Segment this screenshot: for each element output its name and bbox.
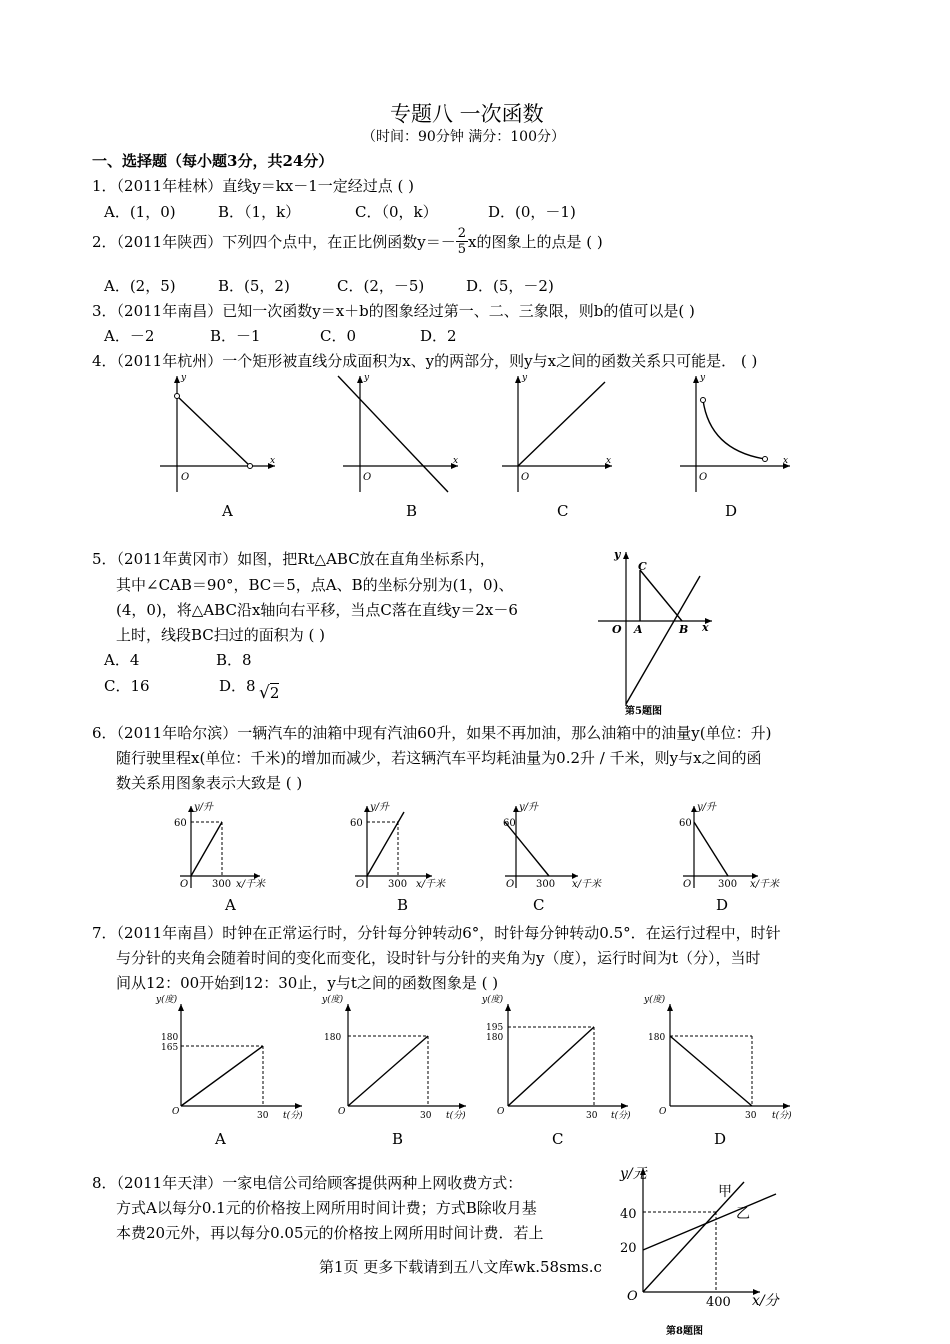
- q7-a-tick-165: 165: [161, 1043, 179, 1053]
- q7-c-ylabel: y(度): [482, 995, 504, 1005]
- q5-fig-x: x: [702, 621, 709, 634]
- q6-b-ytick: 60: [350, 818, 363, 829]
- q7-c-origin: O: [497, 1107, 505, 1117]
- q7-line1: 7．（2011年南昌）时钟在正常运行时，分针每分钟转动6°，时针每分钟转动0.5°．在运行过程中，时针: [92, 924, 781, 942]
- q5-line4: 上时，线段BC扫过的面积为 ( ): [116, 626, 326, 644]
- q7-label-a: A: [215, 1130, 226, 1148]
- q5-fig-a: A: [634, 623, 643, 636]
- q6-d-xtick: 300: [718, 879, 738, 890]
- q6-a-xtick: 300: [212, 879, 232, 890]
- q6-c-ytick: 60: [503, 818, 516, 829]
- q3-option-d: D．2: [420, 327, 457, 345]
- q6-a-ytick: 60: [174, 818, 187, 829]
- q3-stem: 3．（2011年南昌）已知一次函数y＝x＋b的图象经过第一、二、三象限，则b的值可以是( ): [92, 302, 695, 320]
- q6-b-ylabel: y/升: [370, 802, 390, 813]
- q4-b-origin: O: [363, 472, 372, 483]
- q8-line3: 本费20元外，再以每分0.05元的价格按上网所用时间计费．若上: [116, 1224, 544, 1242]
- q6-label-d: D: [716, 896, 729, 914]
- q7-label-d: D: [714, 1130, 727, 1148]
- q6-label-a: A: [225, 896, 236, 914]
- q4-label-c: C: [557, 502, 569, 520]
- q6-b-xlabel: x/千米: [416, 879, 446, 890]
- q4-d-origin: O: [699, 472, 708, 483]
- q6-d-ylabel: y/升: [697, 802, 717, 813]
- q6-line2: 随行驶里程x(单位：千米)的增加而减少，若这辆汽车平均耗油量为0.2升 / 千米，则y与x之间的函: [116, 749, 762, 767]
- q6-c-ylabel: y/升: [519, 802, 539, 813]
- q6-line3: 数关系用图象表示大致是 ( ): [116, 774, 303, 792]
- q7-b-tick-180: 180: [324, 1033, 342, 1043]
- q8-fig-ylabel: y/元: [620, 1166, 647, 1182]
- q4-d-xlabel: x: [783, 456, 789, 466]
- q5-option-a: A．4: [104, 651, 140, 669]
- q8-fig-x400: 400: [706, 1295, 731, 1310]
- q8-line2: 方式A以每分0.1元的价格按上网所用时间计费；方式B除收月基: [116, 1199, 537, 1217]
- q7-b-xlabel: t(分): [446, 1111, 466, 1121]
- q7-d-tick-180: 180: [648, 1033, 666, 1043]
- q6-d-xlabel: x/千米: [750, 879, 780, 890]
- q4-c-ylabel: y: [522, 373, 528, 383]
- q5-line1: 5．（2011年黄冈市）如图，把Rt△ABC放在直角坐标系内，: [92, 550, 495, 568]
- q1-stem: 1．（2011年桂林）直线y＝kx－1一定经过点 ( ): [92, 177, 415, 195]
- q5-fig-caption: 第5题图: [625, 706, 662, 717]
- q5-line2: 其中∠CAB＝90°，BC＝5，点A、B的坐标分别为(1，0)、: [116, 576, 514, 594]
- q7-d-ylabel: y(度): [644, 995, 666, 1005]
- q3-option-a: A．－2: [104, 327, 155, 345]
- q4-c-xlabel: x: [606, 456, 612, 466]
- q2-option-a: A．(2，5): [104, 277, 176, 295]
- q8-fig-jia: 甲: [718, 1184, 732, 1200]
- q6-label-c: C: [533, 896, 545, 914]
- q7-line2: 与分针的夹角会随着时间的变化而变化，设时针与分针的夹角为y（度），运行时间为t（分），当时: [116, 949, 761, 967]
- q5-fig-b: B: [679, 623, 689, 636]
- q6-label-b: B: [397, 896, 409, 914]
- q5-fig-y: y: [614, 548, 621, 561]
- q5-line3: (4，0)，将△ABC沿x轴向右平移，当点C落在直线y＝2x－6: [116, 601, 518, 619]
- q4-label-b: B: [406, 502, 418, 520]
- q4-b-xlabel: x: [453, 456, 459, 466]
- q7-d-xlabel: t(分): [772, 1111, 792, 1121]
- q8-line1: 8．（2011年天津）一家电信公司给顾客提供两种上网收费方式：: [92, 1174, 523, 1192]
- q6-line1: 6．（2011年哈尔滨）一辆汽车的油箱中现有汽油60升，如果不再加油，那么油箱中的油量y(单位：升): [92, 724, 772, 742]
- section-heading: 一、选择题（每小题3分，共24分）: [92, 152, 334, 170]
- q1-option-b: B．（1，k）: [218, 203, 301, 221]
- q2-option-c: C．(2，－5): [337, 277, 425, 295]
- q4-b-ylabel: y: [364, 373, 370, 383]
- q1-option-d: D．(0，－1): [488, 203, 576, 221]
- page-footer: 第1页 更多下载请到五八文库wk.58sms.c: [319, 1258, 602, 1276]
- q2-stem-pre: 2．（2011年陕西）下列四个点中，在正比例函数y＝－: [92, 233, 456, 251]
- q7-c-xlabel: t(分): [611, 1111, 631, 1121]
- q6-b-xtick: 300: [388, 879, 408, 890]
- q7-a-ylabel: y(度): [156, 995, 178, 1005]
- q7-a-xlabel: t(分): [283, 1111, 303, 1121]
- q5-option-d-radicand: 2: [269, 684, 280, 702]
- q2-option-b: B．(5，2): [218, 277, 290, 295]
- q7-c-xtick: 30: [586, 1111, 598, 1121]
- q4-a-origin: O: [181, 472, 190, 483]
- q6-d-origin: O: [683, 879, 692, 890]
- q7-label-b: B: [392, 1130, 404, 1148]
- q5-option-d-text: D．8: [219, 677, 256, 695]
- q4-d-ylabel: y: [700, 373, 706, 383]
- q2-frac-num: 2: [457, 226, 466, 241]
- q1-option-a: A．(1，0): [104, 203, 176, 221]
- page-subtitle: （时间：90分钟 满分：100分）: [362, 129, 565, 145]
- q5-option-c: C．16: [104, 677, 150, 695]
- q6-c-xtick: 300: [536, 879, 556, 890]
- q3-option-c: C．0: [320, 327, 357, 345]
- q7-label-c: C: [552, 1130, 564, 1148]
- q6-a-xlabel: x/千米: [236, 879, 266, 890]
- q4-a-ylabel: y: [181, 373, 187, 383]
- q6-d-ytick: 60: [679, 818, 692, 829]
- q6-b-origin: O: [356, 879, 365, 890]
- q4-label-a: A: [222, 502, 233, 520]
- q8-fig-caption: 第8题图: [666, 1326, 703, 1337]
- q7-line3: 间从12：00开始到12：30止，y与t之间的函数图象是 ( ): [116, 974, 499, 992]
- q8-fig-origin: O: [627, 1289, 638, 1304]
- q7-b-origin: O: [338, 1107, 346, 1117]
- q6-a-origin: O: [180, 879, 189, 890]
- q6-c-origin: O: [506, 879, 515, 890]
- q2-frac-den: 5: [457, 242, 466, 257]
- q7-c-tick-195: 195: [486, 1023, 504, 1033]
- q7-d-origin: O: [659, 1107, 667, 1117]
- q5-option-b: B．8: [216, 651, 252, 669]
- q6-a-ylabel: y/升: [194, 802, 214, 813]
- q6-c-xlabel: x/千米: [572, 879, 602, 890]
- q1-option-c: C．（0，k）: [355, 203, 438, 221]
- q7-c-tick-180: 180: [486, 1033, 504, 1043]
- q4-a-xlabel: x: [270, 456, 276, 466]
- q7-b-ylabel: y(度): [322, 995, 344, 1005]
- q7-d-xtick: 30: [745, 1111, 757, 1121]
- q8-fig-y40: 40: [620, 1207, 637, 1222]
- sqrt-icon: √: [259, 683, 270, 703]
- q8-fig-y20: 20: [620, 1241, 637, 1256]
- q5-fig-o: O: [612, 623, 622, 636]
- q7-b-xtick: 30: [420, 1111, 432, 1121]
- q2-stem-post: x的图象上的点是 ( ): [467, 233, 603, 251]
- q5-fig-c: C: [638, 560, 647, 573]
- q4-c-origin: O: [521, 472, 530, 483]
- q4-label-d: D: [725, 502, 738, 520]
- page-title: 专题八 一次函数: [390, 102, 544, 126]
- q7-a-tick-180: 180: [161, 1033, 179, 1043]
- q7-a-xtick: 30: [257, 1111, 269, 1121]
- q8-fig-yi: 乙: [736, 1206, 750, 1222]
- q7-a-origin: O: [172, 1107, 180, 1117]
- q3-option-b: B．－1: [210, 327, 261, 345]
- q4-stem: 4．（2011年杭州）一个矩形被直线分成面积为x、y的两部分，则y与x之间的函数关系只可能是． ( ): [92, 352, 758, 370]
- q2-option-d: D．(5，－2): [466, 277, 554, 295]
- q8-fig-xlabel: x/分: [752, 1293, 779, 1309]
